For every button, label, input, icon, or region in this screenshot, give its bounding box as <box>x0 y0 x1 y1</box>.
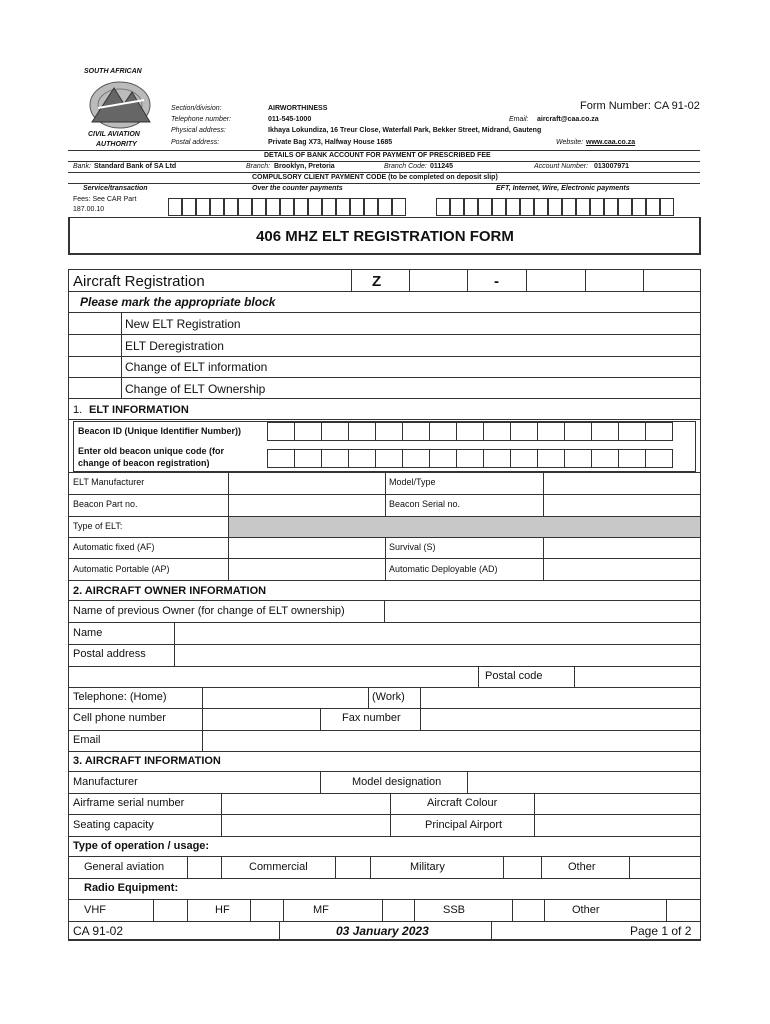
elt-section-heading: ELT INFORMATION <box>89 404 189 416</box>
postal-code-label: Postal code <box>485 670 543 682</box>
change-ownership-checkbox[interactable] <box>69 378 121 398</box>
owner-section-heading: 2. AIRCRAFT OWNER INFORMATION <box>73 585 267 597</box>
cell-input[interactable] <box>203 709 320 729</box>
operation-commercial: Commercial <box>249 861 308 873</box>
auto-fixed-label: Automatic fixed (AF) <box>73 542 155 552</box>
beacon-part-label: Beacon Part no. <box>73 499 138 509</box>
telephone-label: Telephone number: <box>171 116 232 123</box>
telephone-value: 011-545-1000 <box>268 116 312 123</box>
bank-label: Bank: <box>73 163 91 170</box>
vhf-checkbox[interactable] <box>154 900 187 921</box>
option-deregistration: ELT Deregistration <box>125 339 224 353</box>
option-change-info: Change of ELT information <box>125 360 268 374</box>
radio-ssb: SSB <box>443 904 466 916</box>
ssb-checkbox[interactable] <box>513 900 544 921</box>
name-label: Name <box>73 627 103 639</box>
logo-top-text: SOUTH AFRICAN <box>84 68 142 75</box>
radio-mf: MF <box>313 904 329 916</box>
auto-deployable-label: Automatic Deployable (AD) <box>389 564 498 574</box>
elt-manufacturer-input[interactable] <box>229 473 385 493</box>
postal-value: Private Bag X73, Halfway House 1685 <box>268 139 393 146</box>
fees-line-2: 187.00.10 <box>73 206 105 213</box>
beacon-serial-label: Beacon Serial no. <box>389 499 461 509</box>
aircraft-section-heading: 3. AIRCRAFT INFORMATION <box>73 755 221 767</box>
aircraft-colour-label: Aircraft Colour <box>427 797 498 809</box>
beacon-id-label: Beacon ID (Unique Identifier Number)) <box>78 426 242 436</box>
radio-equipment-heading: Radio Equipment: <box>84 882 179 894</box>
auto-fixed-checkbox[interactable] <box>229 538 385 558</box>
logo-bottom-text-1: CIVIL AVIATION <box>88 131 140 138</box>
counter-label: Over the counter payments <box>252 185 343 192</box>
elt-section-number: 1. <box>73 404 83 416</box>
aircraft-colour-input[interactable] <box>535 794 700 814</box>
survival-checkbox[interactable] <box>544 538 700 558</box>
form-title: 406 MHZ ELT REGISTRATION FORM <box>256 228 514 245</box>
payment-code-title: COMPULSORY CLIENT PAYMENT CODE (to be completed on deposit slip) <box>252 174 498 181</box>
change-info-checkbox[interactable] <box>69 357 121 377</box>
seating-capacity-input[interactable] <box>222 815 390 835</box>
principal-airport-label: Principal Airport <box>425 819 503 831</box>
survival-label: Survival (S) <box>389 542 436 552</box>
email-label: Email: <box>509 116 529 123</box>
radio-other-input[interactable] <box>667 900 700 921</box>
telephone-home-input[interactable] <box>203 688 368 708</box>
branch-label: Branch: <box>246 163 271 170</box>
operation-general-aviation: General aviation <box>84 861 165 873</box>
section-value: AIRWORTHINESS <box>268 105 328 112</box>
website-label: Website: <box>556 139 584 146</box>
elt-type-label: Type of ELT: <box>73 521 123 531</box>
model-type-label: Model/Type <box>389 477 436 487</box>
telephone-home-label: Telephone: (Home) <box>73 691 167 703</box>
registration-prefix: Z <box>372 273 382 290</box>
logo-bottom-text-2: AUTHORITY <box>96 141 137 148</box>
cell-label: Cell phone number <box>73 712 166 724</box>
postal-label: Postal address: <box>171 139 220 146</box>
bank-value: Standard Bank of SA Ltd <box>94 163 177 170</box>
branch-value: Brooklyn, Pretoria <box>274 163 335 170</box>
postal-address-input[interactable] <box>175 645 700 666</box>
branch-code-value: 011245 <box>430 163 453 170</box>
prev-owner-input[interactable] <box>385 601 700 622</box>
new-elt-checkbox[interactable] <box>69 313 121 334</box>
deregistration-checkbox[interactable] <box>69 335 121 356</box>
fees-line-1: Fees: See CAR Part <box>73 196 137 203</box>
general-aviation-checkbox[interactable] <box>188 857 221 878</box>
seating-capacity-label: Seating capacity <box>73 819 154 831</box>
eft-label: EFT, Internet, Wire, Electronic payments <box>496 185 630 192</box>
old-beacon-boxes[interactable] <box>268 449 673 468</box>
airframe-serial-label: Airframe serial number <box>73 797 185 809</box>
email-value[interactable]: aircraft@caa.co.za <box>537 116 599 123</box>
model-designation-label: Model designation <box>352 776 442 788</box>
branch-code-label: Branch Code: <box>384 163 427 170</box>
operation-other-input[interactable] <box>630 857 700 878</box>
postal-code-input[interactable] <box>575 667 700 687</box>
mark-instruction: Please mark the appropriate block <box>80 295 276 309</box>
section-label: Section/division: <box>171 105 222 112</box>
eft-code-boxes[interactable] <box>436 198 674 216</box>
physical-label: Physical address: <box>171 127 226 134</box>
registration-dash: - <box>494 273 499 290</box>
fax-label: Fax number <box>342 712 401 724</box>
radio-other: Other <box>572 904 600 916</box>
beacon-id-boxes[interactable] <box>268 422 673 441</box>
principal-airport-input[interactable] <box>535 815 700 835</box>
elt-manufacturer-label: ELT Manufacturer <box>73 477 145 487</box>
airframe-serial-input[interactable] <box>222 794 390 814</box>
old-beacon-label-1: Enter old beacon unique code (for <box>78 446 225 456</box>
footer-form-code: CA 91-02 <box>73 924 124 938</box>
manufacturer-label: Manufacturer <box>73 776 138 788</box>
beacon-part-input[interactable] <box>229 495 385 515</box>
service-label: Service/transaction <box>83 185 148 192</box>
model-designation-input[interactable] <box>468 772 700 792</box>
aircraft-manufacturer-input[interactable] <box>175 772 320 792</box>
prev-owner-label: Name of previous Owner (for change of ELT ownership) <box>73 605 345 617</box>
postal-address-label: Postal address <box>73 648 146 660</box>
account-label: Account Number: <box>534 163 589 170</box>
owner-email-input[interactable] <box>203 731 700 751</box>
caa-emblem-icon <box>84 78 156 132</box>
option-change-ownership: Change of ELT Ownership <box>125 382 266 396</box>
radio-hf: HF <box>215 904 230 916</box>
email-field-label: Email <box>73 734 101 746</box>
bank-details-title: DETAILS OF BANK ACCOUNT FOR PAYMENT OF PRESCRIBED FEE <box>264 152 491 159</box>
model-type-input[interactable] <box>544 473 700 493</box>
website-link[interactable]: www.caa.co.za <box>586 139 636 146</box>
physical-value: Ikhaya Lokundiza, 16 Treur Close, Waterfall Park, Bekker Street, Midrand, Gauteng <box>268 127 542 134</box>
counter-code-boxes[interactable] <box>168 198 406 216</box>
elt-type-shaded-cell <box>229 517 700 537</box>
beacon-serial-input[interactable] <box>544 495 700 515</box>
owner-name-input[interactable] <box>175 623 700 644</box>
operation-type-heading: Type of operation / usage: <box>73 840 210 852</box>
fax-input[interactable] <box>421 709 700 729</box>
hf-checkbox[interactable] <box>251 900 283 921</box>
footer-page-number: Page 1 of 2 <box>630 924 692 938</box>
radio-vhf: VHF <box>84 904 106 916</box>
auto-portable-checkbox[interactable] <box>229 559 385 579</box>
postal-address-line2-input[interactable] <box>69 667 478 687</box>
registration-mark-input[interactable] <box>409 269 701 292</box>
option-new-elt: New ELT Registration <box>125 317 241 331</box>
operation-military: Military <box>410 861 445 873</box>
auto-portable-label: Automatic Portable (AP) <box>73 564 170 574</box>
footer-date: 03 January 2023 <box>336 924 429 938</box>
auto-deployable-checkbox[interactable] <box>544 559 700 579</box>
telephone-work-input[interactable] <box>421 688 700 708</box>
old-beacon-label-2: change of beacon registration) <box>78 458 210 468</box>
commercial-checkbox[interactable] <box>336 857 370 878</box>
military-checkbox[interactable] <box>504 857 541 878</box>
work-label: (Work) <box>372 691 405 703</box>
account-value: 013007971 <box>594 163 630 170</box>
aircraft-registration-label: Aircraft Registration <box>73 273 205 290</box>
mf-checkbox[interactable] <box>383 900 414 921</box>
operation-other: Other <box>568 861 596 873</box>
form-number: Form Number: CA 91-02 <box>580 100 700 112</box>
